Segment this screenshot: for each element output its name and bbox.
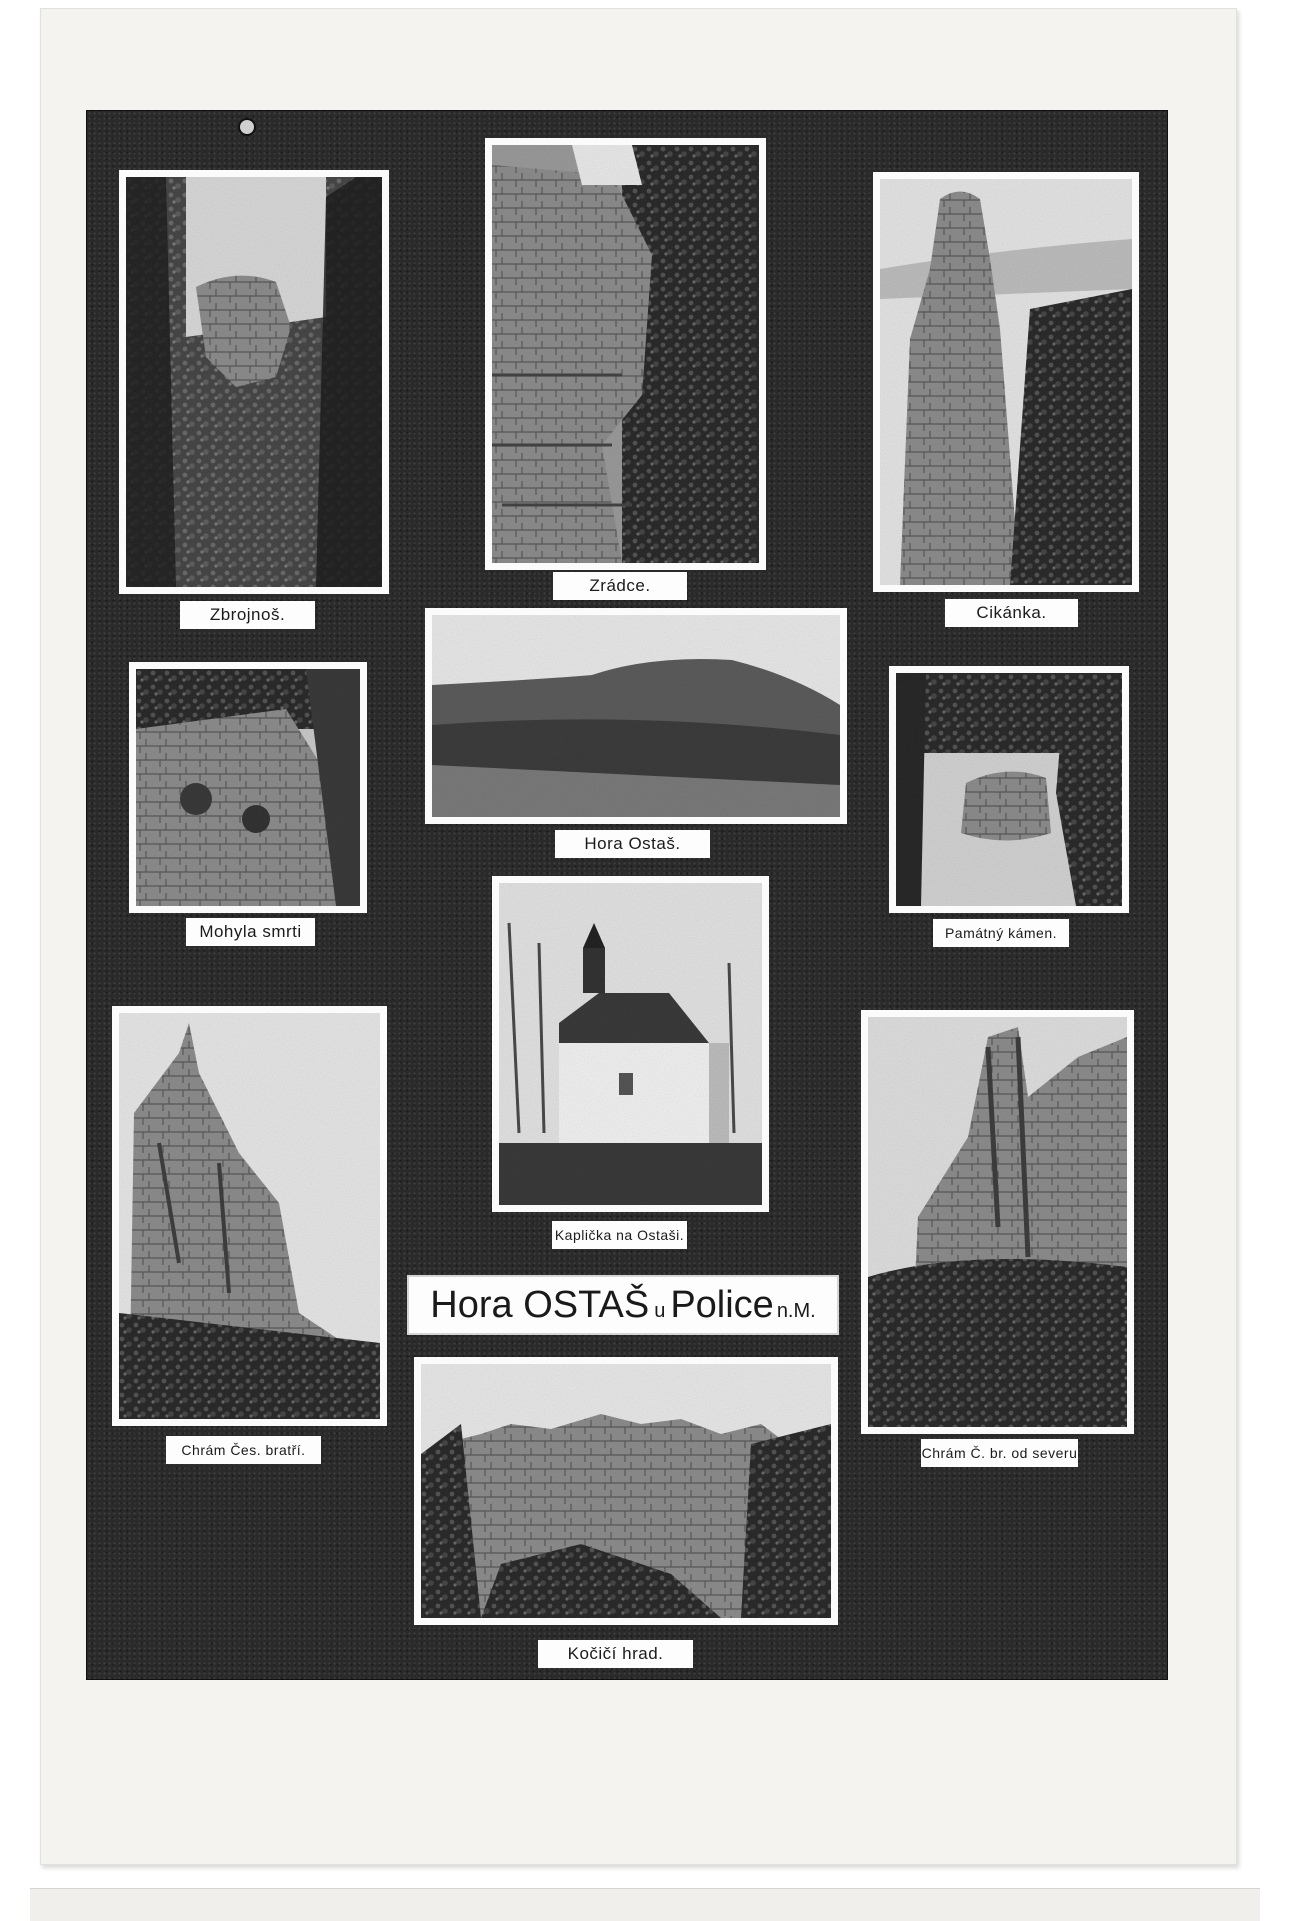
caption-zbrojnos: Zbrojnoš. [180,601,315,629]
title-town: Police [670,1283,774,1326]
caption-zradce: Zrádce. [553,572,687,600]
caption-chram-sever: Chrám Č. br. od severu [921,1439,1078,1467]
pin-hole [238,118,256,136]
caption-chram: Chrám Čes. bratří. [166,1436,321,1464]
photo-chram-sever [861,1010,1134,1434]
title-main: Hora OSTAŠ [430,1283,650,1326]
postcard-title [407,1275,839,1335]
second-card-edge [30,1888,1260,1921]
photo-hora [425,608,847,824]
photo-kocici [414,1357,838,1625]
caption-kamen: Památný kámen. [933,919,1069,947]
caption-hora: Hora Ostaš. [555,830,710,858]
photo-mohyla [129,662,367,913]
caption-mohyla: Mohyla smrti [186,918,315,946]
caption-kaplicka: Kaplička na Ostaši. [552,1221,687,1249]
photo-kaplicka [492,876,769,1212]
title-preposition: u [654,1299,666,1322]
title-suffix: n.M. [776,1299,816,1322]
photo-kamen [889,666,1129,913]
caption-kocici: Kočičí hrad. [538,1640,693,1668]
caption-cikanka: Cikánka. [945,599,1078,627]
photo-cikanka [873,172,1139,592]
photo-chram [112,1006,387,1426]
photo-zradce [485,138,766,570]
photo-zbrojnos [119,170,389,594]
